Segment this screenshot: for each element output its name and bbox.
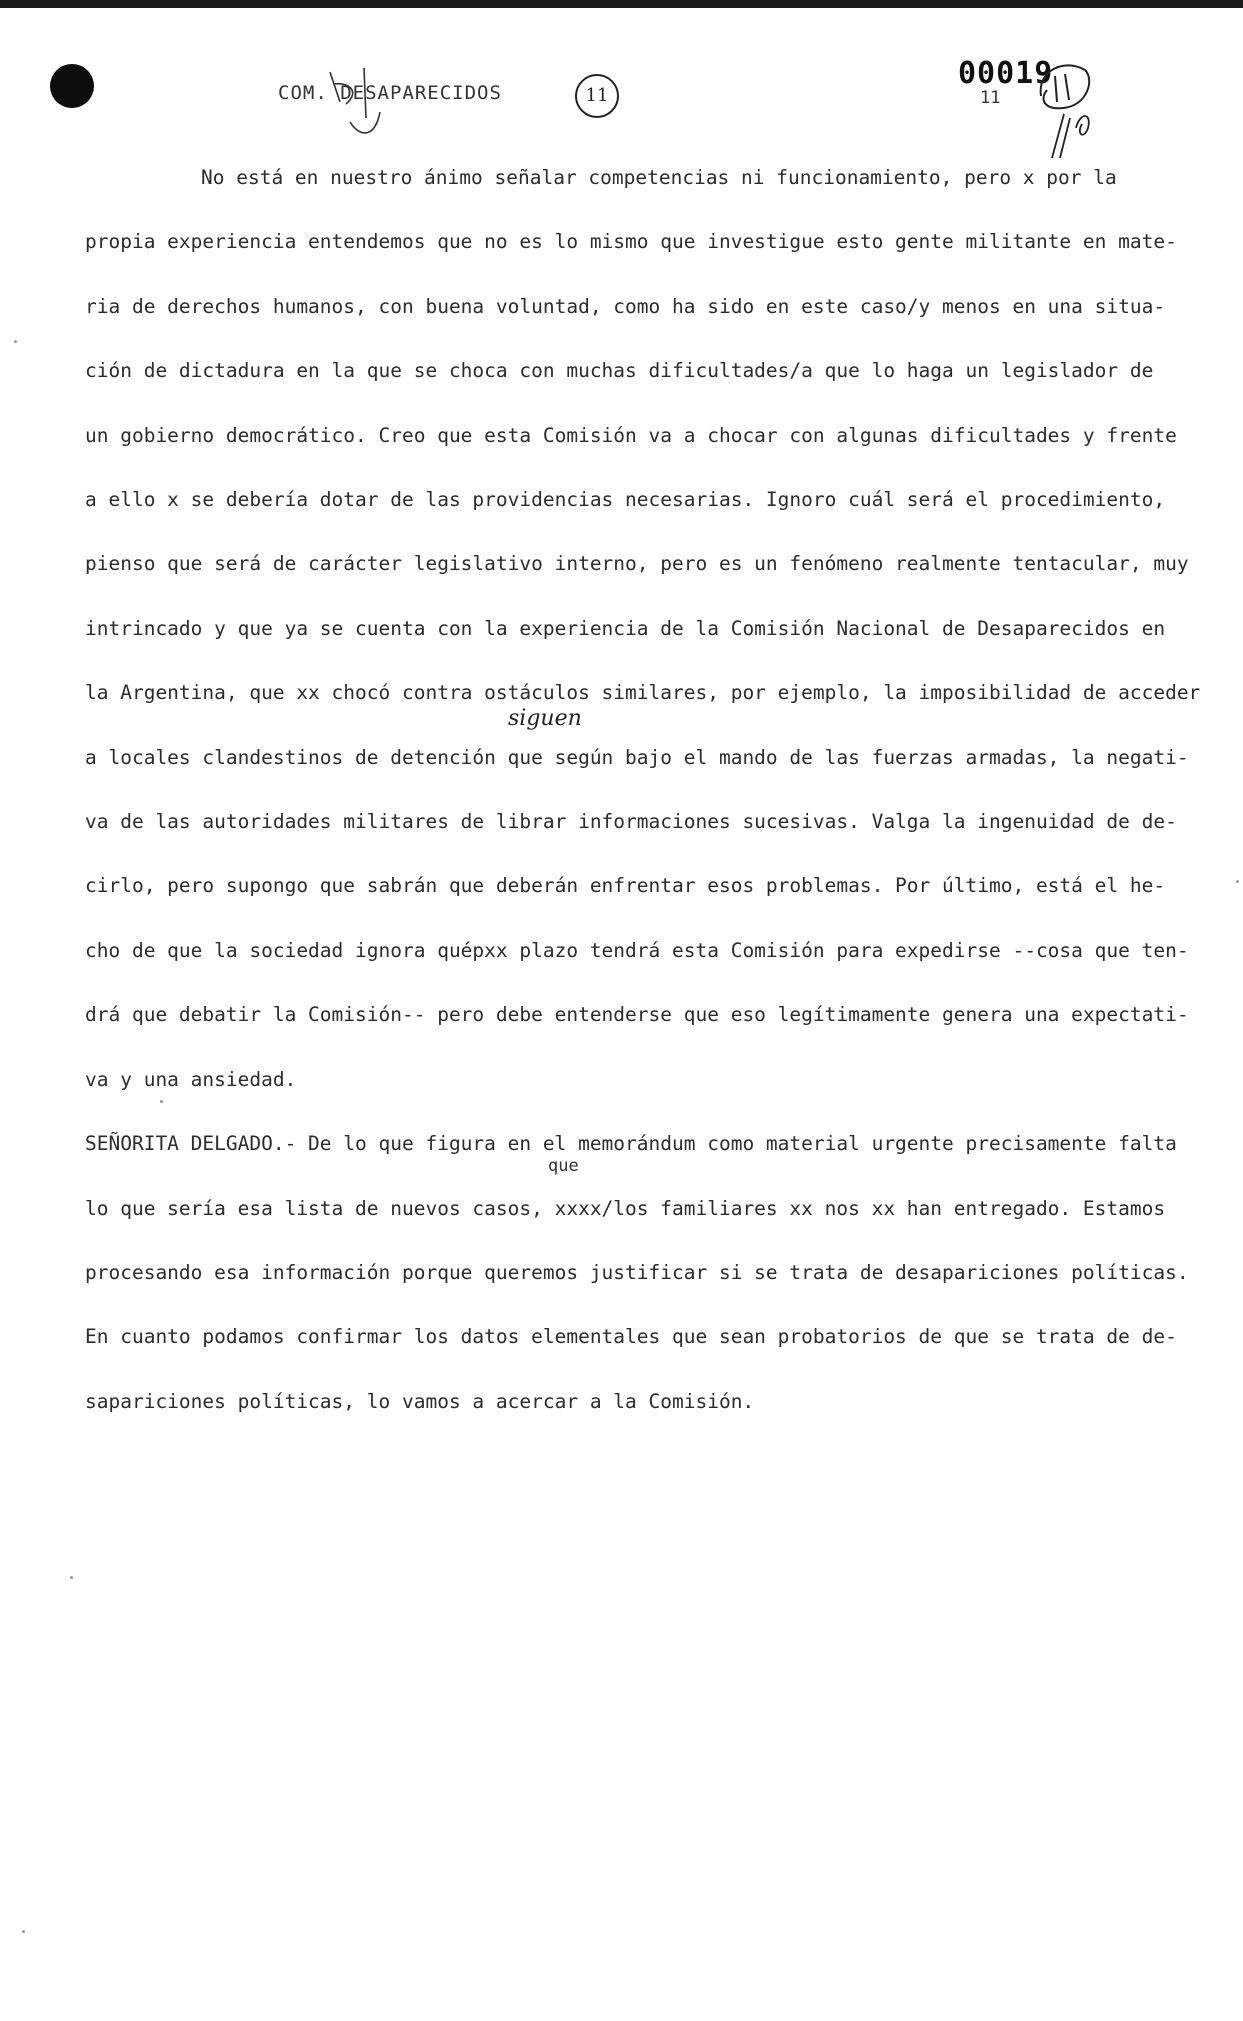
body-line: propia experiencia entendemos que no es lo mismo que investigue esto gente militante en mate- xyxy=(85,230,1177,254)
circled-page-number: 11 xyxy=(575,74,619,118)
scan-speck xyxy=(160,1100,163,1103)
speaker-line: SEÑORITA DELGADO.- De lo que figura en el memorándum como material urgente precisamente falta xyxy=(85,1132,1177,1156)
handwritten-interlinear-note: siguen xyxy=(508,706,582,731)
scan-speck xyxy=(70,1576,73,1579)
scan-speck xyxy=(14,340,17,343)
scan-speck xyxy=(22,1930,25,1933)
handwritten-mark-icon xyxy=(320,62,390,142)
body-line: En cuanto podamos confirmar los datos elementales que sean probatorios de que se trata de de- xyxy=(85,1325,1177,1349)
hole-punch-mark xyxy=(50,64,94,108)
top-rule xyxy=(0,0,1243,8)
body-line: va y una ansiedad. xyxy=(85,1067,297,1091)
body-line: pienso que será de carácter legislativo interno, pero es un fenómeno realmente tentacular, muy xyxy=(85,552,1189,576)
body-line: intrincado y que ya se cuenta con la experiencia de la Comisión Nacional de Desaparecidos en xyxy=(85,616,1166,640)
body-line: No está en nuestro ánimo señalar competencias ni funcionamiento, pero x por la xyxy=(201,166,1117,189)
body-line: a locales clandestinos de detención que según bajo el mando de las fuerzas armadas, la negati- xyxy=(85,745,1189,769)
body-line: cirlo, pero supongo que sabrán que deberán enfrentar esos problemas. Por último, está el he- xyxy=(85,874,1166,898)
body-line: ria de derechos humanos, con buena voluntad, como ha sido en este caso/y menos en una situa- xyxy=(85,294,1166,318)
typed-interlinear-insertion: que xyxy=(548,1156,579,1176)
header-title: COM. DESAPARECIDOS xyxy=(278,82,502,104)
body-line: lo que sería esa lista de nuevos casos, xxxx/los familiares xx nos xx han entregado. Estamos xyxy=(85,1196,1166,1220)
body-line: un gobierno democrático. Creo que esta Comisión va a chocar con algunas dificultades y frente xyxy=(85,423,1177,447)
body-line: la Argentina, que xx chocó contra ostáculos similares, por ejemplo, la imposibilidad de acceder xyxy=(85,681,1201,705)
page-number: 11 xyxy=(980,88,1001,108)
body-line: ción de dictadura en la que se choca con muchas dificultades/a que lo haga un legislador de xyxy=(85,359,1154,383)
body-line: procesando esa información porque queremos justificar si se trata de desapariciones políticas. xyxy=(85,1260,1189,1284)
body-line: cho de que la sociedad ignora quépxx plazo tendrá esta Comisión para expedirse --cosa que ten- xyxy=(85,938,1189,962)
scan-speck xyxy=(1236,880,1239,883)
folio-stamp: 00019 xyxy=(958,56,1054,91)
body-line: va de las autoridades militares de librar informaciones sucesivas. Valga la ingenuidad de de- xyxy=(85,810,1177,834)
body-line: drá que debatir la Comisión-- pero debe entenderse que eso legítimamente genera una expectati- xyxy=(85,1003,1189,1027)
body-line: sapariciones políticas, lo vamos a acercar a la Comisión. xyxy=(85,1389,755,1413)
document-body xyxy=(85,146,1201,1434)
body-line: a ello x se debería dotar de las providencias necesarias. Ignoro cuál será el procedimiento, xyxy=(85,488,1166,512)
